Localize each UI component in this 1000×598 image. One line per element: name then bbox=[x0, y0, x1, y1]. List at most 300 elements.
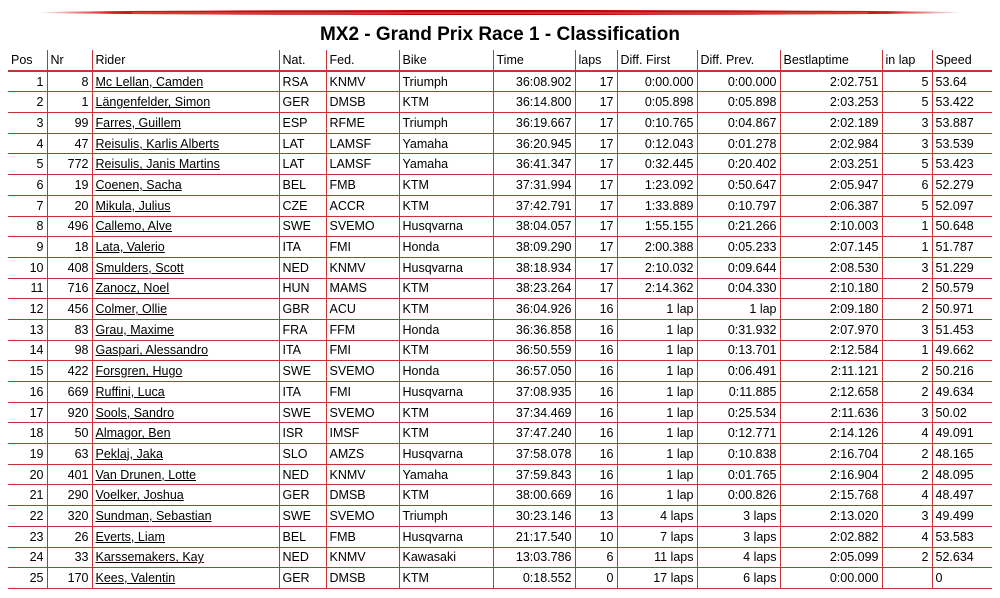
cell-pos: 20 bbox=[8, 464, 47, 485]
cell-nat: SWE bbox=[279, 361, 326, 382]
cell-bike: Husqvarna bbox=[399, 444, 493, 465]
cell-bike: Husqvarna bbox=[399, 526, 493, 547]
col-header-nat: Nat. bbox=[279, 50, 326, 71]
cell-bike: KTM bbox=[399, 340, 493, 361]
cell-time: 37:34.469 bbox=[493, 402, 575, 423]
table-row bbox=[8, 402, 992, 423]
cell-diff-first: 1 lap bbox=[617, 340, 697, 361]
rider-link[interactable]: Zanocz, Noel bbox=[95, 281, 170, 296]
cell-fed: KNMV bbox=[326, 257, 399, 278]
cell-speed: 49.634 bbox=[932, 382, 992, 403]
table-row bbox=[8, 92, 992, 113]
cell-time: 30:23.146 bbox=[493, 506, 575, 527]
col-header-bike: Bike bbox=[399, 50, 493, 71]
cell-rider bbox=[92, 526, 279, 547]
cell-bestlaptime: 2:03.253 bbox=[780, 92, 882, 113]
cell-speed: 53.539 bbox=[932, 133, 992, 154]
cell-bike: Husqvarna bbox=[399, 257, 493, 278]
cell-nat: ITA bbox=[279, 340, 326, 361]
cell-speed: 53.583 bbox=[932, 526, 992, 547]
col-header-nr: Nr bbox=[47, 50, 92, 71]
cell-nr: 19 bbox=[47, 175, 92, 196]
cell-time: 37:42.791 bbox=[493, 195, 575, 216]
cell-fed: SVEMO bbox=[326, 506, 399, 527]
cell-time: 37:59.843 bbox=[493, 464, 575, 485]
cell-diff-first: 0:00.000 bbox=[617, 71, 697, 92]
cell-in-lap: 2 bbox=[882, 278, 932, 299]
cell-nat: GER bbox=[279, 568, 326, 589]
cell-diff-prev: 0:00.826 bbox=[697, 485, 780, 506]
cell-speed: 0 bbox=[932, 568, 992, 589]
cell-in-lap: 4 bbox=[882, 526, 932, 547]
cell-rider bbox=[92, 444, 279, 465]
cell-bike: KTM bbox=[399, 402, 493, 423]
cell-fed: LAMSF bbox=[326, 154, 399, 175]
cell-laps: 17 bbox=[575, 92, 617, 113]
cell-nr: 98 bbox=[47, 340, 92, 361]
cell-bestlaptime: 2:07.970 bbox=[780, 319, 882, 340]
cell-pos: 9 bbox=[8, 237, 47, 258]
cell-fed: ACU bbox=[326, 299, 399, 320]
cell-time: 38:23.264 bbox=[493, 278, 575, 299]
cell-laps: 17 bbox=[575, 257, 617, 278]
cell-in-lap: 3 bbox=[882, 133, 932, 154]
cell-bike: KTM bbox=[399, 278, 493, 299]
col-header-speed: Speed bbox=[932, 50, 992, 71]
cell-bike: KTM bbox=[399, 299, 493, 320]
cell-laps: 16 bbox=[575, 464, 617, 485]
cell-laps: 16 bbox=[575, 361, 617, 382]
cell-nat: RSA bbox=[279, 71, 326, 92]
cell-fed: KNMV bbox=[326, 71, 399, 92]
cell-rider bbox=[92, 71, 279, 92]
cell-speed: 53.422 bbox=[932, 92, 992, 113]
cell-bike: KTM bbox=[399, 423, 493, 444]
cell-fed: FMB bbox=[326, 175, 399, 196]
cell-bestlaptime: 2:05.947 bbox=[780, 175, 882, 196]
cell-in-lap: 2 bbox=[882, 444, 932, 465]
cell-time: 21:17.540 bbox=[493, 526, 575, 547]
table-row bbox=[8, 71, 992, 92]
cell-diff-first: 1 lap bbox=[617, 319, 697, 340]
cell-time: 37:31.994 bbox=[493, 175, 575, 196]
cell-diff-prev: 0:25.534 bbox=[697, 402, 780, 423]
cell-diff-first: 1 lap bbox=[617, 423, 697, 444]
cell-laps: 17 bbox=[575, 175, 617, 196]
cell-nat: HUN bbox=[279, 278, 326, 299]
rider-link[interactable]: Farres, Guillem bbox=[95, 115, 181, 130]
cell-pos: 7 bbox=[8, 195, 47, 216]
cell-pos: 13 bbox=[8, 319, 47, 340]
cell-rider bbox=[92, 485, 279, 506]
cell-nat: SWE bbox=[279, 216, 326, 237]
cell-nat: NED bbox=[279, 257, 326, 278]
cell-speed: 48.095 bbox=[932, 464, 992, 485]
cell-nat: ITA bbox=[279, 382, 326, 403]
cell-laps: 16 bbox=[575, 319, 617, 340]
cell-rider bbox=[92, 464, 279, 485]
cell-bestlaptime: 2:16.904 bbox=[780, 464, 882, 485]
cell-bestlaptime: 2:09.180 bbox=[780, 299, 882, 320]
cell-diff-first: 1:55.155 bbox=[617, 216, 697, 237]
rider-link[interactable]: Ruffini, Luca bbox=[95, 384, 165, 399]
cell-in-lap: 4 bbox=[882, 423, 932, 444]
cell-bike: Husqvarna bbox=[399, 382, 493, 403]
table-row bbox=[8, 547, 992, 568]
col-header-diff-first: Diff. First bbox=[617, 50, 697, 71]
cell-laps: 17 bbox=[575, 278, 617, 299]
cell-nr: 47 bbox=[47, 133, 92, 154]
table-row bbox=[8, 319, 992, 340]
table-row bbox=[8, 568, 992, 589]
cell-rider bbox=[92, 568, 279, 589]
cell-diff-prev: 0:10.838 bbox=[697, 444, 780, 465]
cell-time: 38:04.057 bbox=[493, 216, 575, 237]
cell-fed: KNMV bbox=[326, 547, 399, 568]
cell-fed: FMB bbox=[326, 526, 399, 547]
cell-in-lap: 5 bbox=[882, 71, 932, 92]
cell-rider bbox=[92, 423, 279, 444]
cell-rider bbox=[92, 402, 279, 423]
cell-nr: 1 bbox=[47, 92, 92, 113]
table-row bbox=[8, 257, 992, 278]
table-row bbox=[8, 506, 992, 527]
cell-bestlaptime: 2:10.180 bbox=[780, 278, 882, 299]
cell-rider bbox=[92, 216, 279, 237]
cell-bike: Triumph bbox=[399, 506, 493, 527]
cell-diff-first: 1 lap bbox=[617, 402, 697, 423]
cell-laps: 16 bbox=[575, 423, 617, 444]
cell-diff-prev: 0:20.402 bbox=[697, 154, 780, 175]
cell-nr: 320 bbox=[47, 506, 92, 527]
cell-laps: 16 bbox=[575, 299, 617, 320]
cell-fed: DMSB bbox=[326, 568, 399, 589]
cell-diff-prev: 0:05.898 bbox=[697, 92, 780, 113]
cell-pos: 5 bbox=[8, 154, 47, 175]
rider-link[interactable]: Peklaj, Jaka bbox=[95, 446, 163, 461]
cell-in-lap: 2 bbox=[882, 361, 932, 382]
cell-speed: 51.453 bbox=[932, 319, 992, 340]
cell-nr: 26 bbox=[47, 526, 92, 547]
cell-in-lap: 1 bbox=[882, 237, 932, 258]
cell-diff-first: 2:10.032 bbox=[617, 257, 697, 278]
cell-diff-first: 1 lap bbox=[617, 444, 697, 465]
cell-nat: ESP bbox=[279, 113, 326, 134]
cell-nr: 99 bbox=[47, 113, 92, 134]
cell-nr: 669 bbox=[47, 382, 92, 403]
cell-diff-first: 1 lap bbox=[617, 382, 697, 403]
cell-diff-prev: 3 laps bbox=[697, 526, 780, 547]
cell-rider bbox=[92, 278, 279, 299]
cell-speed: 53.423 bbox=[932, 154, 992, 175]
cell-pos: 22 bbox=[8, 506, 47, 527]
cell-time: 38:18.934 bbox=[493, 257, 575, 278]
cell-nr: 401 bbox=[47, 464, 92, 485]
cell-bestlaptime: 0:00.000 bbox=[780, 568, 882, 589]
cell-nat: BEL bbox=[279, 526, 326, 547]
cell-rider bbox=[92, 361, 279, 382]
cell-pos: 16 bbox=[8, 382, 47, 403]
cell-nr: 170 bbox=[47, 568, 92, 589]
cell-pos: 18 bbox=[8, 423, 47, 444]
rider-link[interactable]: Smulders, Scott bbox=[95, 260, 184, 275]
table-row bbox=[8, 299, 992, 320]
cell-fed: AMZS bbox=[326, 444, 399, 465]
rider-link[interactable]: Reisulis, Karlis Alberts bbox=[95, 136, 220, 151]
cell-diff-prev: 0:00.000 bbox=[697, 71, 780, 92]
rider-link[interactable]: Lata, Valerio bbox=[95, 240, 165, 255]
cell-nat: GBR bbox=[279, 299, 326, 320]
cell-rider bbox=[92, 154, 279, 175]
cell-diff-first: 4 laps bbox=[617, 506, 697, 527]
cell-pos: 24 bbox=[8, 547, 47, 568]
cell-laps: 16 bbox=[575, 444, 617, 465]
cell-nr: 496 bbox=[47, 216, 92, 237]
cell-diff-prev: 0:09.644 bbox=[697, 257, 780, 278]
cell-in-lap: 3 bbox=[882, 319, 932, 340]
rider-link[interactable]: Mc Lellan, Camden bbox=[95, 74, 204, 89]
cell-nat: LAT bbox=[279, 133, 326, 154]
cell-laps: 16 bbox=[575, 402, 617, 423]
cell-rider bbox=[92, 299, 279, 320]
cell-nat: GER bbox=[279, 92, 326, 113]
cell-nr: 290 bbox=[47, 485, 92, 506]
cell-fed: DMSB bbox=[326, 485, 399, 506]
rider-link[interactable]: Längenfelder, Simon bbox=[95, 95, 211, 110]
cell-pos: 2 bbox=[8, 92, 47, 113]
cell-speed: 50.648 bbox=[932, 216, 992, 237]
cell-diff-prev: 4 laps bbox=[697, 547, 780, 568]
rider-link[interactable]: Sundman, Sebastian bbox=[95, 508, 212, 523]
rider-link[interactable]: Mikula, Julius bbox=[95, 198, 171, 213]
cell-speed: 50.02 bbox=[932, 402, 992, 423]
cell-pos: 23 bbox=[8, 526, 47, 547]
cell-bike: Husqvarna bbox=[399, 216, 493, 237]
cell-bestlaptime: 2:11.121 bbox=[780, 361, 882, 382]
cell-laps: 0 bbox=[575, 568, 617, 589]
cell-time: 0:18.552 bbox=[493, 568, 575, 589]
cell-speed: 49.662 bbox=[932, 340, 992, 361]
cell-nr: 18 bbox=[47, 237, 92, 258]
cell-in-lap: 5 bbox=[882, 195, 932, 216]
cell-pos: 6 bbox=[8, 175, 47, 196]
rider-link[interactable]: Colmer, Ollie bbox=[95, 302, 168, 317]
cell-time: 37:47.240 bbox=[493, 423, 575, 444]
cell-time: 36:04.926 bbox=[493, 299, 575, 320]
cell-bestlaptime: 2:10.003 bbox=[780, 216, 882, 237]
cell-laps: 16 bbox=[575, 340, 617, 361]
cell-laps: 16 bbox=[575, 485, 617, 506]
cell-in-lap: 2 bbox=[882, 299, 932, 320]
cell-time: 38:09.290 bbox=[493, 237, 575, 258]
cell-bestlaptime: 2:12.658 bbox=[780, 382, 882, 403]
rider-link[interactable]: Grau, Maxime bbox=[95, 322, 174, 337]
cell-rider bbox=[92, 547, 279, 568]
cell-in-lap: 6 bbox=[882, 175, 932, 196]
cell-in-lap: 3 bbox=[882, 257, 932, 278]
cell-nr: 50 bbox=[47, 423, 92, 444]
cell-diff-prev: 0:10.797 bbox=[697, 195, 780, 216]
cell-speed: 52.097 bbox=[932, 195, 992, 216]
cell-speed: 52.634 bbox=[932, 547, 992, 568]
cell-fed: KNMV bbox=[326, 464, 399, 485]
cell-diff-first: 2:14.362 bbox=[617, 278, 697, 299]
cell-in-lap: 3 bbox=[882, 402, 932, 423]
cell-diff-prev: 0:04.330 bbox=[697, 278, 780, 299]
cell-fed: SVEMO bbox=[326, 402, 399, 423]
cell-nat: ISR bbox=[279, 423, 326, 444]
page-title: MX2 - Grand Prix Race 1 - Classification bbox=[319, 24, 681, 45]
table-row bbox=[8, 361, 992, 382]
rider-link[interactable]: Voelker, Joshua bbox=[95, 488, 184, 503]
cell-bike: Triumph bbox=[399, 71, 493, 92]
cell-bestlaptime: 2:03.251 bbox=[780, 154, 882, 175]
cell-nat: SLO bbox=[279, 444, 326, 465]
cell-bestlaptime: 2:05.099 bbox=[780, 547, 882, 568]
table-row bbox=[8, 133, 992, 154]
cell-bestlaptime: 2:07.145 bbox=[780, 237, 882, 258]
cell-nr: 456 bbox=[47, 299, 92, 320]
cell-in-lap: 3 bbox=[882, 506, 932, 527]
cell-bike: Yamaha bbox=[399, 133, 493, 154]
cell-speed: 49.499 bbox=[932, 506, 992, 527]
cell-bike: KTM bbox=[399, 485, 493, 506]
cell-speed: 50.971 bbox=[932, 299, 992, 320]
cell-diff-first: 11 laps bbox=[617, 547, 697, 568]
table-row bbox=[8, 444, 992, 465]
cell-nat: ITA bbox=[279, 237, 326, 258]
rider-link[interactable]: Karssemakers, Kay bbox=[95, 550, 204, 565]
cell-bestlaptime: 2:15.768 bbox=[780, 485, 882, 506]
cell-nat: NED bbox=[279, 547, 326, 568]
cell-laps: 13 bbox=[575, 506, 617, 527]
cell-diff-first: 1 lap bbox=[617, 299, 697, 320]
cell-nat: SWE bbox=[279, 506, 326, 527]
cell-pos: 17 bbox=[8, 402, 47, 423]
cell-fed: FMI bbox=[326, 237, 399, 258]
cell-diff-prev: 0:50.647 bbox=[697, 175, 780, 196]
cell-rider bbox=[92, 113, 279, 134]
col-header-in-lap: in lap bbox=[882, 50, 932, 71]
cell-diff-first: 0:05.898 bbox=[617, 92, 697, 113]
cell-nr: 63 bbox=[47, 444, 92, 465]
cell-nr: 33 bbox=[47, 547, 92, 568]
cell-diff-prev: 0:01.278 bbox=[697, 133, 780, 154]
rider-link[interactable]: Sools, Sandro bbox=[95, 405, 175, 420]
cell-bike: Yamaha bbox=[399, 464, 493, 485]
cell-in-lap bbox=[882, 568, 932, 589]
cell-laps: 17 bbox=[575, 154, 617, 175]
cell-speed: 50.579 bbox=[932, 278, 992, 299]
cell-bike: Triumph bbox=[399, 113, 493, 134]
cell-laps: 17 bbox=[575, 216, 617, 237]
cell-bestlaptime: 2:08.530 bbox=[780, 257, 882, 278]
cell-bike: KTM bbox=[399, 568, 493, 589]
cell-diff-first: 1:23.092 bbox=[617, 175, 697, 196]
cell-nat: BEL bbox=[279, 175, 326, 196]
table-row bbox=[8, 464, 992, 485]
cell-nr: 83 bbox=[47, 319, 92, 340]
cell-fed: MAMS bbox=[326, 278, 399, 299]
cell-laps: 10 bbox=[575, 526, 617, 547]
cell-diff-first: 7 laps bbox=[617, 526, 697, 547]
rider-link[interactable]: Almagor, Ben bbox=[95, 426, 171, 441]
rider-link[interactable]: Van Drunen, Lotte bbox=[95, 467, 197, 482]
rider-link[interactable]: Reisulis, Janis Martins bbox=[95, 157, 220, 172]
cell-diff-prev: 1 lap bbox=[697, 299, 780, 320]
cell-bike: Kawasaki bbox=[399, 547, 493, 568]
cell-nat: NED bbox=[279, 464, 326, 485]
cell-rider bbox=[92, 257, 279, 278]
cell-diff-first: 1 lap bbox=[617, 361, 697, 382]
cell-fed: ACCR bbox=[326, 195, 399, 216]
cell-time: 36:20.945 bbox=[493, 133, 575, 154]
cell-speed: 51.229 bbox=[932, 257, 992, 278]
cell-bestlaptime: 2:02.189 bbox=[780, 113, 882, 134]
cell-pos: 21 bbox=[8, 485, 47, 506]
cell-diff-first: 17 laps bbox=[617, 568, 697, 589]
table-row bbox=[8, 154, 992, 175]
cell-in-lap: 5 bbox=[882, 154, 932, 175]
col-header-diff-prev: Diff. Prev. bbox=[697, 50, 780, 71]
rider-link[interactable]: Forsgren, Hugo bbox=[95, 364, 183, 379]
cell-diff-prev: 3 laps bbox=[697, 506, 780, 527]
cell-diff-first: 0:12.043 bbox=[617, 133, 697, 154]
cell-laps: 16 bbox=[575, 382, 617, 403]
cell-nr: 422 bbox=[47, 361, 92, 382]
col-header-pos: Pos bbox=[8, 50, 47, 71]
cell-speed: 53.64 bbox=[932, 71, 992, 92]
table-row bbox=[8, 278, 992, 299]
table-row bbox=[8, 423, 992, 444]
cell-bestlaptime: 2:06.387 bbox=[780, 195, 882, 216]
cell-diff-first: 0:10.765 bbox=[617, 113, 697, 134]
cell-in-lap: 5 bbox=[882, 92, 932, 113]
cell-time: 36:50.559 bbox=[493, 340, 575, 361]
cell-nr: 8 bbox=[47, 71, 92, 92]
cell-bike: Yamaha bbox=[399, 154, 493, 175]
cell-laps: 17 bbox=[575, 71, 617, 92]
cell-nat: SWE bbox=[279, 402, 326, 423]
rider-link[interactable]: Everts, Liam bbox=[95, 529, 165, 544]
cell-diff-prev: 0:31.932 bbox=[697, 319, 780, 340]
cell-speed: 48.497 bbox=[932, 485, 992, 506]
table-row bbox=[8, 485, 992, 506]
cell-pos: 19 bbox=[8, 444, 47, 465]
cell-pos: 1 bbox=[8, 71, 47, 92]
cell-fed: DMSB bbox=[326, 92, 399, 113]
cell-bestlaptime: 2:16.704 bbox=[780, 444, 882, 465]
cell-laps: 6 bbox=[575, 547, 617, 568]
table-row bbox=[8, 340, 992, 361]
rider-link[interactable]: Gaspari, Alessandro bbox=[95, 343, 209, 358]
cell-fed: LAMSF bbox=[326, 133, 399, 154]
rider-link[interactable]: Coenen, Sacha bbox=[95, 177, 182, 192]
cell-laps: 17 bbox=[575, 113, 617, 134]
cell-fed: FFM bbox=[326, 319, 399, 340]
table-row bbox=[8, 113, 992, 134]
cell-speed: 51.787 bbox=[932, 237, 992, 258]
cell-diff-prev: 0:06.491 bbox=[697, 361, 780, 382]
table-row bbox=[8, 382, 992, 403]
rider-link[interactable]: Callemo, Alve bbox=[95, 219, 172, 234]
cell-diff-prev: 0:11.885 bbox=[697, 382, 780, 403]
rider-link[interactable]: Kees, Valentin bbox=[95, 571, 176, 586]
cell-nat: CZE bbox=[279, 195, 326, 216]
classification-table bbox=[8, 50, 992, 589]
cell-diff-prev: 0:05.233 bbox=[697, 237, 780, 258]
cell-in-lap: 2 bbox=[882, 464, 932, 485]
